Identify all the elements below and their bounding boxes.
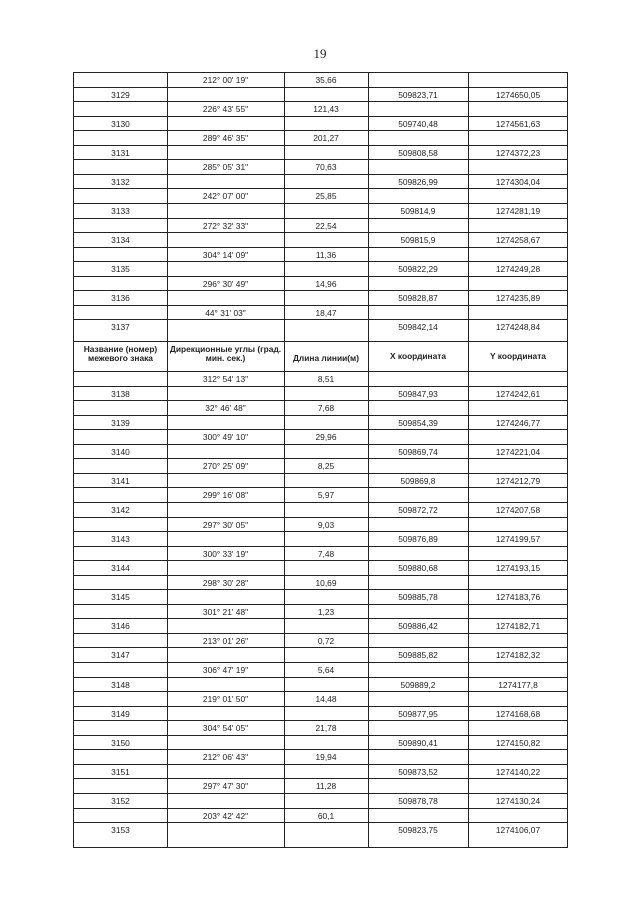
cell-x: 509878,78 <box>398 795 438 806</box>
cell-name: 3150 <box>111 737 130 748</box>
cell-angle: 296° 30' 49" <box>202 278 249 289</box>
row-divider <box>73 647 568 648</box>
row-divider <box>73 487 568 488</box>
cell-length: 14,48 <box>315 694 337 705</box>
cell-length: 5,64 <box>317 665 335 675</box>
row-divider <box>73 232 568 233</box>
row-divider <box>73 218 568 219</box>
cell-y: 1274183,76 <box>495 592 541 603</box>
cell-y: 1274235,89 <box>495 293 541 304</box>
cell-length: 0,72 <box>317 635 335 646</box>
cell-x: 509826,99 <box>398 176 438 187</box>
row-divider <box>73 604 568 605</box>
cell-y: 1274561,63 <box>495 118 541 129</box>
row-divider <box>73 145 568 146</box>
cell-y: 1274372,23 <box>495 147 541 158</box>
cell-length: 22,54 <box>315 220 337 231</box>
cell-x: 509876,89 <box>398 534 438 545</box>
cell-name: 3139 <box>111 417 130 428</box>
header-x: X координата <box>389 351 447 361</box>
row-divider <box>73 444 568 445</box>
cell-length: 18,47 <box>315 307 337 318</box>
row-divider <box>73 276 568 277</box>
row-divider <box>73 415 568 416</box>
cell-length: 21,78 <box>315 723 337 734</box>
row-divider <box>73 662 568 663</box>
row-divider <box>73 400 568 401</box>
table-border-bottom <box>73 847 568 848</box>
cell-angle: 297° 30' 05" <box>202 519 249 530</box>
cell-angle: 44° 31' 03" <box>205 307 246 318</box>
cell-x: 509890,41 <box>398 737 438 748</box>
cell-length: 25,85 <box>315 191 337 202</box>
row-divider <box>73 546 568 547</box>
cell-angle: 285° 05' 31" <box>202 162 249 173</box>
cell-name: 3136 <box>111 293 130 304</box>
cell-y: 1274150,82 <box>495 737 541 748</box>
cell-angle: 203° 42' 42" <box>202 810 249 821</box>
row-divider <box>73 371 568 372</box>
cell-length: 9,03 <box>317 519 335 530</box>
cell-x: 509880,68 <box>398 563 438 574</box>
row-divider <box>73 589 568 590</box>
cell-name: 3151 <box>111 766 130 777</box>
cell-x: 509808,58 <box>398 147 438 158</box>
cell-x: 509885,78 <box>398 592 438 603</box>
cell-angle: 297° 47' 30" <box>202 781 249 792</box>
row-divider <box>73 116 568 117</box>
cell-angle: 298° 30' 28" <box>202 577 249 588</box>
cell-y: 1274199,57 <box>495 534 541 545</box>
cell-name: 3147 <box>111 650 130 661</box>
cell-y: 1274168,68 <box>495 708 541 719</box>
cell-x: 509740,48 <box>398 118 438 129</box>
row-divider <box>73 159 568 160</box>
cell-y: 1274140,22 <box>495 766 541 777</box>
cell-name: 3148 <box>111 679 130 690</box>
cell-angle: 212° 00' 19" <box>202 75 249 85</box>
boundary-points-table <box>73 72 568 848</box>
cell-y: 1274281,19 <box>495 205 541 216</box>
cell-angle: 226° 43' 55" <box>202 104 249 115</box>
row-divider <box>73 764 568 765</box>
cell-y: 1274130,24 <box>495 795 541 806</box>
row-divider <box>73 808 568 809</box>
row-divider <box>73 691 568 692</box>
cell-angle: 312° 54' 13" <box>202 374 249 384</box>
row-divider <box>73 473 568 474</box>
cell-length: 35,66 <box>315 75 337 85</box>
cell-length: 5,97 <box>317 490 335 501</box>
cell-name: 3141 <box>111 475 130 486</box>
cell-x: 509815,9 <box>400 235 436 246</box>
cell-x: 509869,74 <box>398 446 438 457</box>
row-divider <box>73 749 568 750</box>
cell-length: 14,96 <box>315 278 337 289</box>
cell-angle: 213° 01' 26" <box>202 635 249 646</box>
cell-y: 1274221,04 <box>495 446 541 457</box>
cell-name: 3131 <box>111 147 130 158</box>
cell-x: 509828,87 <box>398 293 438 304</box>
cell-name: 3152 <box>111 795 130 806</box>
cell-y: 1274177,8 <box>498 679 538 690</box>
cell-name: 3142 <box>111 504 130 515</box>
cell-angle: 301° 21' 48" <box>202 606 249 617</box>
row-divider <box>73 720 568 721</box>
cell-y: 1274248,84 <box>495 322 541 333</box>
row-divider <box>73 261 568 262</box>
cell-length: 70,63 <box>315 162 337 173</box>
cell-x: 509842,14 <box>398 322 438 333</box>
cell-x: 509873,52 <box>398 766 438 777</box>
cell-name: 3134 <box>111 235 130 246</box>
cell-angle: 272° 32' 33" <box>202 220 249 231</box>
row-divider <box>73 822 568 823</box>
cell-name: 3140 <box>111 446 130 457</box>
header-angle: Дирекционные углы (град. мин. сек.) <box>169 344 282 363</box>
cell-length: 8,51 <box>317 374 335 384</box>
cell-angle: 270° 25' 09" <box>202 461 249 472</box>
cell-length: 201,27 <box>313 133 339 144</box>
cell-angle: 306° 47' 19" <box>202 665 249 675</box>
cell-x: 509885,82 <box>398 650 438 661</box>
cell-x: 509872,72 <box>398 504 438 515</box>
row-divider <box>73 341 568 342</box>
cell-angle: 289° 46' 35" <box>202 133 249 144</box>
cell-length: 7,68 <box>317 403 335 414</box>
cell-name: 3153 <box>111 825 130 836</box>
cell-name: 3135 <box>111 264 130 275</box>
cell-y: 1274650,05 <box>495 89 541 100</box>
cell-x: 509869,8 <box>400 475 436 486</box>
cell-x: 509886,42 <box>398 621 438 632</box>
cell-name: 3138 <box>111 388 130 399</box>
cell-length: 11,28 <box>315 781 337 792</box>
row-divider <box>73 305 568 306</box>
row-divider <box>73 677 568 678</box>
cell-name: 3137 <box>111 322 130 333</box>
cell-y: 1274212,79 <box>495 475 541 486</box>
row-divider <box>73 735 568 736</box>
row-divider <box>73 793 568 794</box>
cell-angle: 304° 54' 05" <box>202 723 249 734</box>
row-divider <box>73 87 568 88</box>
row-divider <box>73 101 568 102</box>
row-divider <box>73 174 568 175</box>
cell-x: 509877,95 <box>398 708 438 719</box>
row-divider <box>73 458 568 459</box>
cell-y: 1274106,07 <box>495 825 541 836</box>
header-name: Название (номер) межевого знака <box>83 344 158 363</box>
cell-name: 3132 <box>111 176 130 187</box>
cell-length: 121,43 <box>313 104 339 115</box>
row-divider <box>73 290 568 291</box>
cell-y: 1274242,61 <box>495 388 541 399</box>
header-length: Длина линии(м) <box>292 353 360 363</box>
cell-name: 3146 <box>111 621 130 632</box>
cell-length: 29,96 <box>315 432 337 443</box>
row-divider <box>73 531 568 532</box>
cell-length: 1,23 <box>317 606 335 617</box>
row-divider <box>73 319 568 320</box>
cell-angle: 304° 14' 09" <box>202 249 249 260</box>
cell-length: 19,94 <box>315 752 337 763</box>
cell-y: 1274249,28 <box>495 264 541 275</box>
cell-name: 3133 <box>111 205 130 216</box>
cell-length: 7,48 <box>317 548 335 559</box>
cell-x: 509822,29 <box>398 264 438 275</box>
cell-length: 60,1 <box>317 810 335 821</box>
row-divider <box>73 130 568 131</box>
cell-x: 509823,75 <box>398 825 438 836</box>
cell-angle: 32° 46' 48" <box>205 403 246 414</box>
cell-name: 3129 <box>111 89 130 100</box>
row-divider <box>73 502 568 503</box>
cell-name: 3149 <box>111 708 130 719</box>
cell-y: 1274207,58 <box>495 504 541 515</box>
cell-angle: 212° 06' 43" <box>202 752 249 763</box>
row-divider <box>73 386 568 387</box>
row-divider <box>73 560 568 561</box>
cell-y: 1274304,04 <box>495 176 541 187</box>
cell-x: 509889,2 <box>400 679 436 690</box>
row-divider <box>73 517 568 518</box>
cell-name: 3130 <box>111 118 130 129</box>
cell-y: 1274246,77 <box>495 417 541 428</box>
cell-name: 3143 <box>111 534 130 545</box>
page-number: 19 <box>313 46 327 61</box>
cell-y: 1274182,32 <box>495 650 541 661</box>
row-divider <box>73 778 568 779</box>
row-divider <box>73 247 568 248</box>
row-divider <box>73 618 568 619</box>
cell-x: 509854,39 <box>398 417 438 428</box>
cell-y: 1274193,15 <box>495 563 541 574</box>
row-divider <box>73 203 568 204</box>
cell-angle: 219° 01' 50" <box>202 694 249 705</box>
row-divider <box>73 633 568 634</box>
row-divider <box>73 429 568 430</box>
cell-length: 10,69 <box>315 577 337 588</box>
header-y: Y координата <box>490 351 546 361</box>
row-divider <box>73 575 568 576</box>
cell-name: 3145 <box>111 592 130 603</box>
row-divider <box>73 706 568 707</box>
row-divider <box>73 72 568 73</box>
cell-angle: 299° 16' 08" <box>202 490 249 501</box>
cell-name: 3144 <box>111 563 130 574</box>
cell-x: 509823,71 <box>398 89 438 100</box>
cell-angle: 242° 07' 00" <box>202 191 249 202</box>
cell-x: 509847,93 <box>398 388 438 399</box>
cell-y: 1274258,67 <box>495 235 541 246</box>
cell-y: 1274182,71 <box>495 621 541 632</box>
cell-angle: 300° 33' 19" <box>202 548 249 559</box>
cell-angle: 300° 49' 10" <box>202 432 249 443</box>
row-divider <box>73 188 568 189</box>
cell-length: 8,25 <box>317 461 335 472</box>
cell-x: 509814,9 <box>400 205 436 216</box>
cell-length: 11,36 <box>315 249 337 260</box>
